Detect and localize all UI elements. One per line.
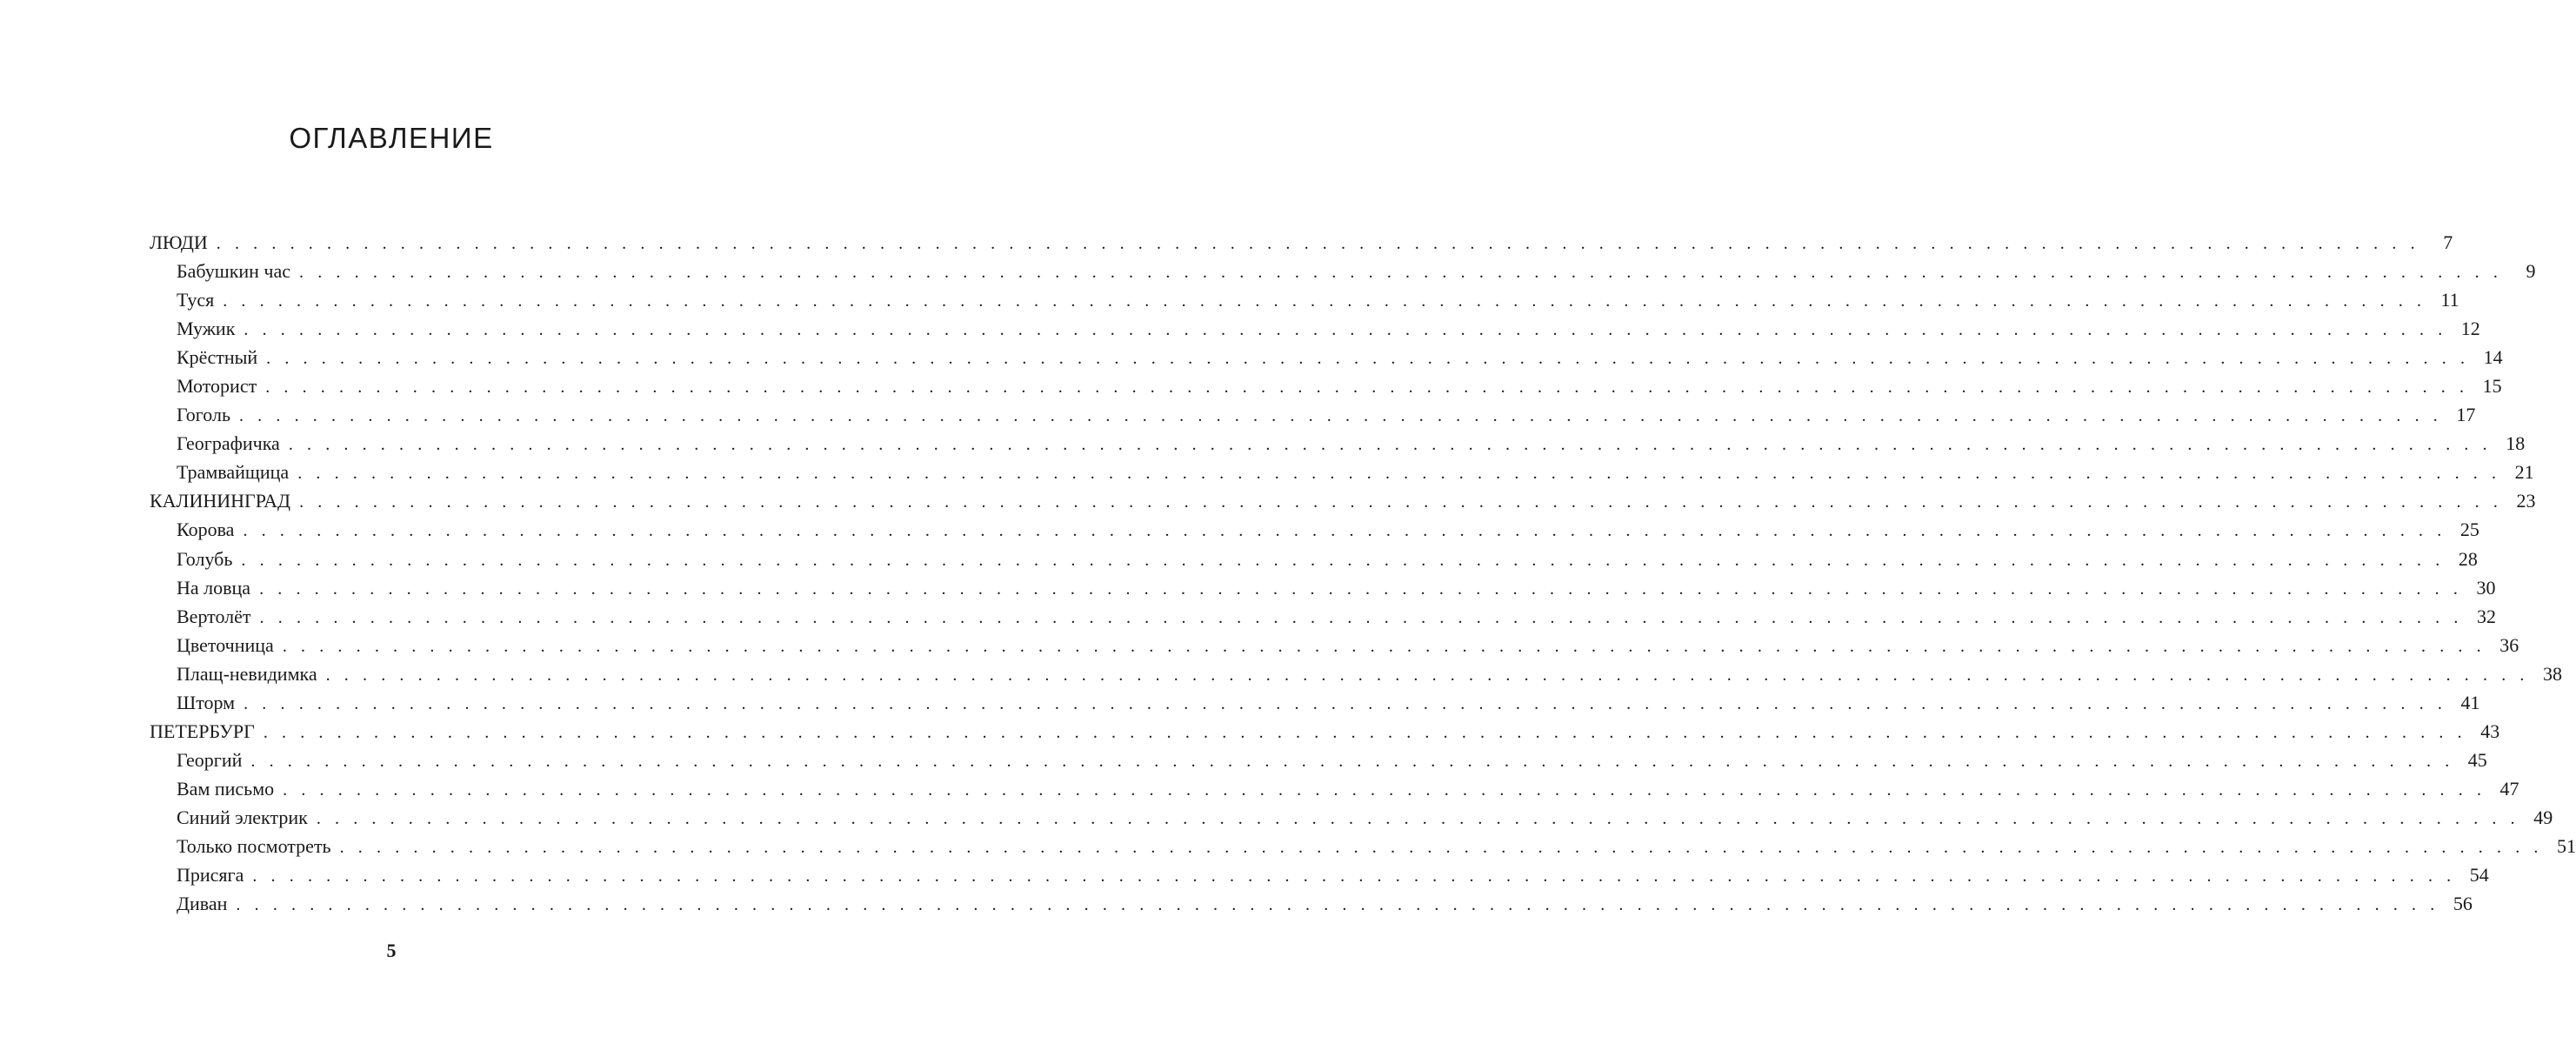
toc-entry-title: Вертолёт bbox=[177, 605, 251, 627]
toc-entry-title: Мужик bbox=[177, 318, 236, 340]
toc-entry-page-number: 49 bbox=[2533, 806, 2553, 828]
toc-entry-title: Моторист bbox=[177, 375, 257, 398]
dot-leader: . . . . . . . . . . . . . . . . . . . . . . . . . . . . . . . . . . . . . . . . . . . . . . . . . . . . . . . . . . . . . . . . . . . . . . . . . . . . . . . . . . . . . . . . . . . . . . . . . . . . . . . . . . . . . . . . . . . . . . . . bbox=[259, 579, 2463, 599]
toc-entry-title: ЛЮДИ bbox=[150, 231, 208, 253]
dot-leader: . . . . . . . . . . . . . . . . . . . . . . . . . . . . . . . . . . . . . . . . . . . . . . . . . . . . . . . . . . . . . . . . . . . . . . . . . . . . . . . . . . . . . . . . . . . . . . . . . . . . . . . . . . . . . . . . . . . . . . . . bbox=[238, 406, 2443, 426]
dot-leader: . . . . . . . . . . . . . . . . . . . . . . . . . . . . . . . . . . . . . . . . . . . . . . . . . . . . . . . . . . . . . . . . . . . . . . . . . . . . . . . . . . . . . . . . . . . . . . . . . . . . . . . . . . . . . . . . . . . . . . . . bbox=[297, 464, 2501, 484]
toc-entry-page-number: 36 bbox=[2499, 633, 2519, 656]
dot-leader: . . . . . . . . . . . . . . . . . . . . . . . . . . . . . . . . . . . . . . . . . . . . . . . . . . . . . . . . . . . . . . . . . . . . . . . . . . . . . . . . . . . . . . . . . . . . . . . . . . . . . . . . . . . . . . . . . . . . . . . . bbox=[325, 665, 2530, 685]
dot-leader: . . . . . . . . . . . . . . . . . . . . . . . . . . . . . . . . . . . . . . . . . . . . . . . . . . . . . . . . . . . . . . . . . . . . . . . . . . . . . . . . . . . . . . . . . . . . . . . . . . . . . . . . . . . . . . . . . . . . . . . . bbox=[265, 378, 2469, 398]
toc-section-entry bbox=[150, 889, 2473, 918]
toc-entry-page-number: 9 bbox=[2526, 260, 2536, 283]
toc-entry-title: ПЕТЕРБУРГ bbox=[150, 719, 255, 742]
toc-entry-page-number: 18 bbox=[2506, 432, 2526, 455]
toc-section-entry bbox=[150, 602, 2496, 631]
toc-section-entry bbox=[150, 832, 2576, 860]
toc-entry-title: Присяга bbox=[177, 864, 244, 887]
dot-leader: . . . . . . . . . . . . . . . . . . . . . . . . . . . . . . . . . . . . . . . . . . . . . . . . . . . . . . . . . . . . . . . . . . . . . . . . . . . . . . . . . . . . . . . . . . . . . . . . . . . . . . . . . . . . . . . . . . . . . . . . bbox=[266, 349, 2470, 369]
toc-chapter-entry bbox=[150, 486, 2536, 515]
toc-entry-title: Вам письмо bbox=[177, 777, 275, 800]
toc-section-entry bbox=[150, 458, 2534, 486]
toc-entry-page-number: 28 bbox=[2458, 547, 2478, 570]
toc-section-entry bbox=[150, 400, 2476, 429]
toc-entry-title: Корова bbox=[177, 519, 235, 541]
toc-entry-title: Георгий bbox=[177, 748, 243, 771]
table-of-contents bbox=[150, 228, 2576, 918]
toc-section-entry bbox=[150, 631, 2519, 659]
toc-section-entry bbox=[150, 545, 2478, 573]
toc-section-entry bbox=[150, 343, 2503, 371]
toc-entry-title: Цветочница bbox=[177, 633, 274, 656]
toc-entry-page-number: 41 bbox=[2460, 691, 2480, 713]
dot-leader: . . . . . . . . . . . . . . . . . . . . . . . . . . . . . . . . . . . . . . . . . . . . . . . . . . . . . . . . . . . . . . . . . . . . . . . . . . . . . . . . . . . . . . . . . . . . . . . . . . . . . . . . . . . . . . . . . . . . . . . . bbox=[236, 895, 2439, 915]
toc-entry-page-number: 45 bbox=[2467, 748, 2487, 771]
toc-entry-page-number: 54 bbox=[2469, 864, 2489, 887]
toc-chapter-entry bbox=[150, 228, 2453, 257]
dot-leader: . . . . . . . . . . . . . . . . . . . . . . . . . . . . . . . . . . . . . . . . . . . . . . . . . . . . . . . . . . . . . . . . . . . . . . . . . . . . . . . . . . . . . . . . . . . . . . . . . . . . . . . . . . . . . . . . . . . . . . . . bbox=[299, 263, 2503, 283]
toc-section-entry bbox=[150, 860, 2489, 889]
dot-leader: . . . . . . . . . . . . . . . . . . . . . . . . . . . . . . . . . . . . . . . . . . . . . . . . . . . . . . . . . . . . . . . . . . . . . . . . . . . . . . . . . . . . . . . . . . . . . . . . . . . . . . . . . . . . . . . . . . . . . . . . bbox=[223, 291, 2426, 311]
toc-entry-page-number: 30 bbox=[2476, 576, 2496, 599]
page-number: 5 bbox=[386, 940, 397, 961]
toc-section-entry bbox=[150, 688, 2480, 717]
toc-entry-page-number: 14 bbox=[2483, 346, 2503, 369]
toc-entry-title: Бабушкин час bbox=[177, 260, 291, 283]
dot-leader: . . . . . . . . . . . . . . . . . . . . . . . . . . . . . . . . . . . . . . . . . . . . . . . . . . . . . . . . . . . . . . . . . . . . . . . . . . . . . . . . . . . . . . . . . . . . . . . . . . . . . . . . . . . . . . . . . . . . . . . . bbox=[316, 808, 2520, 828]
toc-entry-title: Крёстный bbox=[177, 346, 258, 369]
toc-entry-title: Только посмотреть bbox=[177, 834, 331, 857]
toc-entry-title: Плащ-невидимка bbox=[177, 662, 317, 685]
toc-section-entry bbox=[150, 659, 2563, 688]
toc-section-entry bbox=[150, 429, 2526, 458]
toc-section-entry bbox=[150, 774, 2519, 803]
toc-entry-page-number: 7 bbox=[2443, 231, 2453, 253]
toc-entry-page-number: 25 bbox=[2459, 519, 2479, 541]
toc-entry-page-number: 17 bbox=[2456, 404, 2476, 426]
dot-leader: . . . . . . . . . . . . . . . . . . . . . . . . . . . . . . . . . . . . . . . . . . . . . . . . . . . . . . . . . . . . . . . . . . . . . . . . . . . . . . . . . . . . . . . . . . . . . . . . . . . . . . . . . . . . . . . . . . . . . . . . bbox=[263, 722, 2467, 742]
dot-leader: . . . . . . . . . . . . . . . . . . . . . . . . . . . . . . . . . . . . . . . . . . . . . . . . . . . . . . . . . . . . . . . . . . . . . . . . . . . . . . . . . . . . . . . . . . . . . . . . . . . . . . . . . . . . . . . . . . . . . . . . bbox=[216, 234, 2420, 253]
toc-entry-page-number: 21 bbox=[2514, 461, 2534, 484]
toc-entry-page-number: 38 bbox=[2543, 662, 2563, 685]
dot-leader: . . . . . . . . . . . . . . . . . . . . . . . . . . . . . . . . . . . . . . . . . . . . . . . . . . . . . . . . . . . . . . . . . . . . . . . . . . . . . . . . . . . . . . . . . . . . . . . . . . . . . . . . . . . . . . . . . . . . . . . . bbox=[241, 550, 2445, 570]
dot-leader: . . . . . . . . . . . . . . . . . . . . . . . . . . . . . . . . . . . . . . . . . . . . . . . . . . . . . . . . . . . . . . . . . . . . . . . . . . . . . . . . . . . . . . . . . . . . . . . . . . . . . . . . . . . . . . . . . . . . . . . . bbox=[250, 751, 2454, 771]
toc-entry-page-number: 12 bbox=[2460, 318, 2480, 340]
toc-section-entry bbox=[150, 573, 2496, 602]
toc-entry-title: Синий электрик bbox=[177, 806, 308, 828]
toc-chapter-entry bbox=[150, 717, 2500, 746]
toc-entry-page-number: 51 bbox=[2557, 834, 2576, 857]
toc-section-entry bbox=[150, 371, 2502, 400]
toc-section-entry bbox=[150, 314, 2480, 343]
toc-entry-title: Туся bbox=[177, 289, 215, 311]
dot-leader: . . . . . . . . . . . . . . . . . . . . . . . . . . . . . . . . . . . . . . . . . . . . . . . . . . . . . . . . . . . . . . . . . . . . . . . . . . . . . . . . . . . . . . . . . . . . . . . . . . . . . . . . . . . . . . . . . . . . . . . . bbox=[288, 435, 2493, 455]
toc-entry-page-number: 47 bbox=[2499, 777, 2519, 800]
toc-section-entry bbox=[150, 257, 2536, 285]
toc-entry-title: Географичка bbox=[177, 432, 280, 455]
toc-entry-title: Диван bbox=[177, 893, 228, 915]
toc-entry-title: Шторм bbox=[177, 691, 236, 713]
toc-entry-title: На ловца bbox=[177, 576, 251, 599]
toc-entry-page-number: 56 bbox=[2453, 893, 2473, 915]
toc-section-entry bbox=[150, 746, 2487, 774]
toc-section-entry bbox=[150, 803, 2553, 832]
dot-leader: . . . . . . . . . . . . . . . . . . . . . . . . . . . . . . . . . . . . . . . . . . . . . . . . . . . . . . . . . . . . . . . . . . . . . . . . . . . . . . . . . . . . . . . . . . . . . . . . . . . . . . . . . . . . . . . . . . . . . . . . bbox=[252, 867, 2456, 887]
dot-leader: . . . . . . . . . . . . . . . . . . . . . . . . . . . . . . . . . . . . . . . . . . . . . . . . . . . . . . . . . . . . . . . . . . . . . . . . . . . . . . . . . . . . . . . . . . . . . . . . . . . . . . . . . . . . . . . . . . . . . . . . bbox=[243, 521, 2446, 541]
dot-leader: . . . . . . . . . . . . . . . . . . . . . . . . . . . . . . . . . . . . . . . . . . . . . . . . . . . . . . . . . . . . . . . . . . . . . . . . . . . . . . . . . . . . . . . . . . . . . . . . . . . . . . . . . . . . . . . . . . . . . . . . bbox=[299, 492, 2503, 512]
page-title: ОГЛАВЛЕНИЕ bbox=[289, 122, 494, 155]
dot-leader: . . . . . . . . . . . . . . . . . . . . . . . . . . . . . . . . . . . . . . . . . . . . . . . . . . . . . . . . . . . . . . . . . . . . . . . . . . . . . . . . . . . . . . . . . . . . . . . . . . . . . . . . . . . . . . . . . . . . . . . . bbox=[282, 636, 2486, 656]
toc-entry-page-number: 11 bbox=[2440, 289, 2459, 311]
toc-section-entry bbox=[150, 515, 2479, 544]
dot-leader: . . . . . . . . . . . . . . . . . . . . . . . . . . . . . . . . . . . . . . . . . . . . . . . . . . . . . . . . . . . . . . . . . . . . . . . . . . . . . . . . . . . . . . . . . . . . . . . . . . . . . . . . . . . . . . . . . . . . . . . . bbox=[244, 320, 2447, 340]
dot-leader: . . . . . . . . . . . . . . . . . . . . . . . . . . . . . . . . . . . . . . . . . . . . . . . . . . . . . . . . . . . . . . . . . . . . . . . . . . . . . . . . . . . . . . . . . . . . . . . . . . . . . . . . . . . . . . . . . . . . . . . . bbox=[339, 837, 2543, 857]
toc-entry-page-number: 23 bbox=[2516, 490, 2536, 512]
toc-entry-page-number: 15 bbox=[2482, 375, 2502, 398]
toc-entry-title: Трамвайщица bbox=[177, 461, 290, 484]
toc-entry-page-number: 32 bbox=[2476, 605, 2496, 627]
toc-entry-title: КАЛИНИНГРАД bbox=[150, 490, 291, 512]
toc-section-entry bbox=[150, 285, 2459, 314]
toc-entry-page-number: 43 bbox=[2480, 719, 2500, 742]
dot-leader: . . . . . . . . . . . . . . . . . . . . . . . . . . . . . . . . . . . . . . . . . . . . . . . . . . . . . . . . . . . . . . . . . . . . . . . . . . . . . . . . . . . . . . . . . . . . . . . . . . . . . . . . . . . . . . . . . . . . . . . . bbox=[244, 693, 2447, 713]
dot-leader: . . . . . . . . . . . . . . . . . . . . . . . . . . . . . . . . . . . . . . . . . . . . . . . . . . . . . . . . . . . . . . . . . . . . . . . . . . . . . . . . . . . . . . . . . . . . . . . . . . . . . . . . . . . . . . . . . . . . . . . . bbox=[259, 607, 2463, 627]
toc-entry-title: Голубь bbox=[177, 547, 233, 570]
toc-entry-title: Гоголь bbox=[177, 404, 230, 426]
dot-leader: . . . . . . . . . . . . . . . . . . . . . . . . . . . . . . . . . . . . . . . . . . . . . . . . . . . . . . . . . . . . . . . . . . . . . . . . . . . . . . . . . . . . . . . . . . . . . . . . . . . . . . . . . . . . . . . . . . . . . . . . bbox=[283, 780, 2486, 800]
